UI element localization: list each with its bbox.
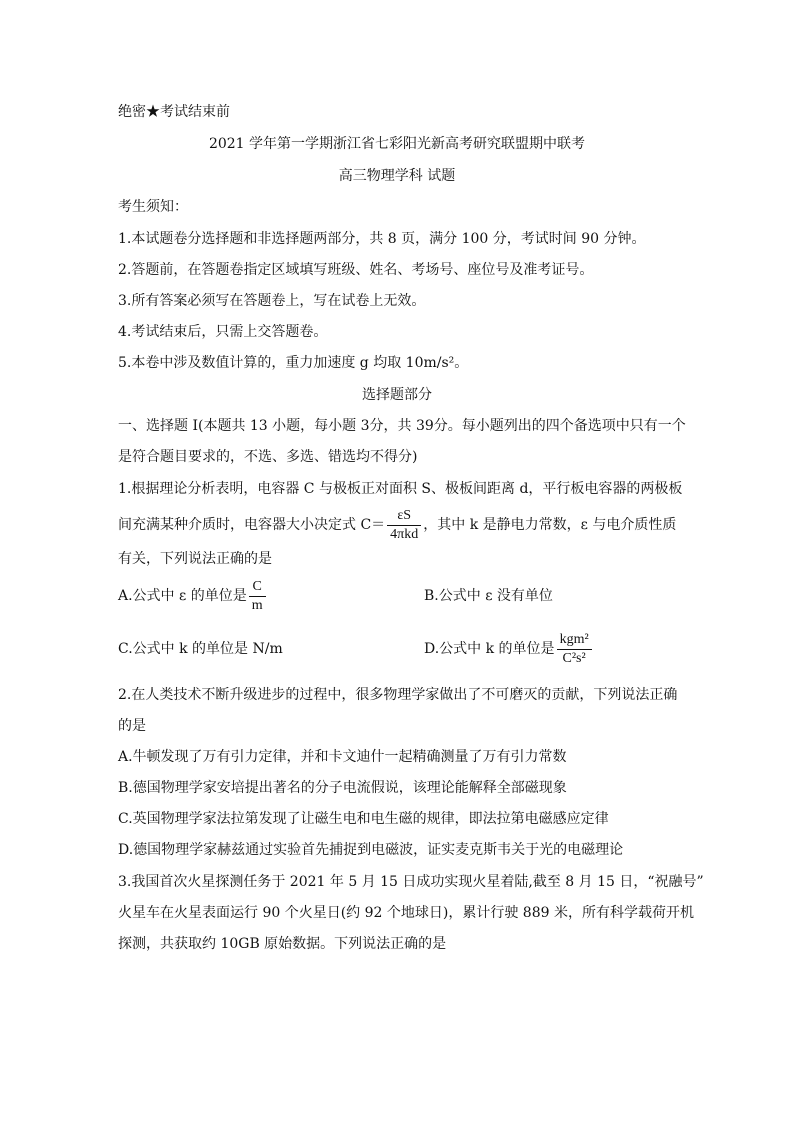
section-intro: 是符合题目要求的，不选、多选、错选均不得分) xyxy=(118,449,418,465)
q1-stem-text: ，其中 k 是静电力常数，ε 与电介质性质 xyxy=(423,517,677,533)
q3-stem: 探测，共获取约 10GB 原始数据。下列说法正确的是 xyxy=(118,936,447,952)
option-d-fraction xyxy=(557,632,592,667)
q2-option-b: B.德国物理学家安培提出著名的分子电流假说，该理论能解释全部磁现象 xyxy=(118,780,567,796)
exam-title: 2021 学年第一学期浙江省七彩阳光新高考研究联盟期中联考 xyxy=(208,136,586,152)
q1-option-c: C.公式中 k 的单位是 N/m xyxy=(118,641,283,657)
q2-option-c: C.英国物理学家法拉第发现了让磁生电和电生磁的规律，即法拉第电磁感应定律 xyxy=(118,811,609,827)
section-intro: 一、选择题 I(本题共 13 小题，每小题 3分，共 39分。每小题列出的四个备选项中只有一个 xyxy=(118,418,686,434)
fraction-denominator: m xyxy=(251,597,263,613)
option-d-text: D.公式中 k 的单位是 xyxy=(424,641,555,657)
q2-stem: 2.在人类技术不断升级进步的过程中，很多物理学家做出了不可磨灭的贡献，下列说法正确 xyxy=(118,687,678,703)
q1-option-a xyxy=(118,578,268,613)
fraction-denominator: C²s² xyxy=(562,650,586,666)
option-a-fraction xyxy=(249,579,266,614)
secret-label: 绝密★考试结束前 xyxy=(118,104,230,120)
notice-item: 5.本卷中涉及数值计算的，重力加速度 g 均取 10m/s²。 xyxy=(118,355,469,371)
formula-denominator: 4πkd xyxy=(390,526,419,542)
capacitance-formula xyxy=(387,508,421,543)
q2-stem: 的是 xyxy=(118,718,146,734)
q1-option-d xyxy=(424,629,594,669)
section-title: 选择题部分 xyxy=(362,387,432,403)
q1-stem: 1.根据理论分析表明，电容器 C 与极板正对面积 S、极板间距离 d，平行板电容器的两极板 xyxy=(118,481,683,497)
q2-option-d: D.德国物理学家赫兹通过实验首先捕捉到电磁波，证实麦克斯韦关于光的电磁理论 xyxy=(118,842,624,858)
q1-stem-formula-line xyxy=(118,505,676,545)
q1-options-row2 xyxy=(118,629,678,669)
notice-item: 3.所有答案必须写在答题卷上，写在试卷上无效。 xyxy=(118,293,426,309)
notice-heading: 考生须知： xyxy=(118,199,188,215)
exam-subtitle: 高三物理学科 试题 xyxy=(338,168,456,184)
fraction-numerator: C xyxy=(249,579,266,597)
fraction-numerator: kgm² xyxy=(557,632,592,650)
notice-item: 2.答题前，在答题卷指定区域填写班级、姓名、考场号、座位号及准考证号。 xyxy=(118,262,594,278)
q1-options-row1 xyxy=(118,576,678,616)
q2-option-a: A.牛顿发现了万有引力定律，并和卡文迪什一起精确测量了万有引力常数 xyxy=(118,749,567,765)
notice-item: 1.本试题卷分选择题和非选择题两部分，共 8 页，满分 100 分，考试时间 90 分钟。 xyxy=(118,231,646,247)
q1-stem-text: 间充满某种介质时，电容器大小决定式 C＝ xyxy=(118,517,386,533)
q3-stem: 火星车在火星表面运行 90 个火星日(约 92 个地球日)，累计行驶 889 米，所有科学载荷开机 xyxy=(118,905,694,921)
notice-item: 4.考试结束后，只需上交答题卷。 xyxy=(118,324,328,340)
q1-stem: 有关，下列说法正确的是 xyxy=(118,551,272,567)
q3-stem: 3.我国首次火星探测任务于 2021 年 5 月 15 日成功实现火星着陆,截至 8 月 15 日，“祝融号” xyxy=(118,874,704,890)
formula-numerator: εS xyxy=(387,508,421,526)
q1-option-b: B.公式中 ε 没有单位 xyxy=(424,588,553,604)
option-a-text: A.公式中 ε 的单位是 xyxy=(118,588,247,604)
